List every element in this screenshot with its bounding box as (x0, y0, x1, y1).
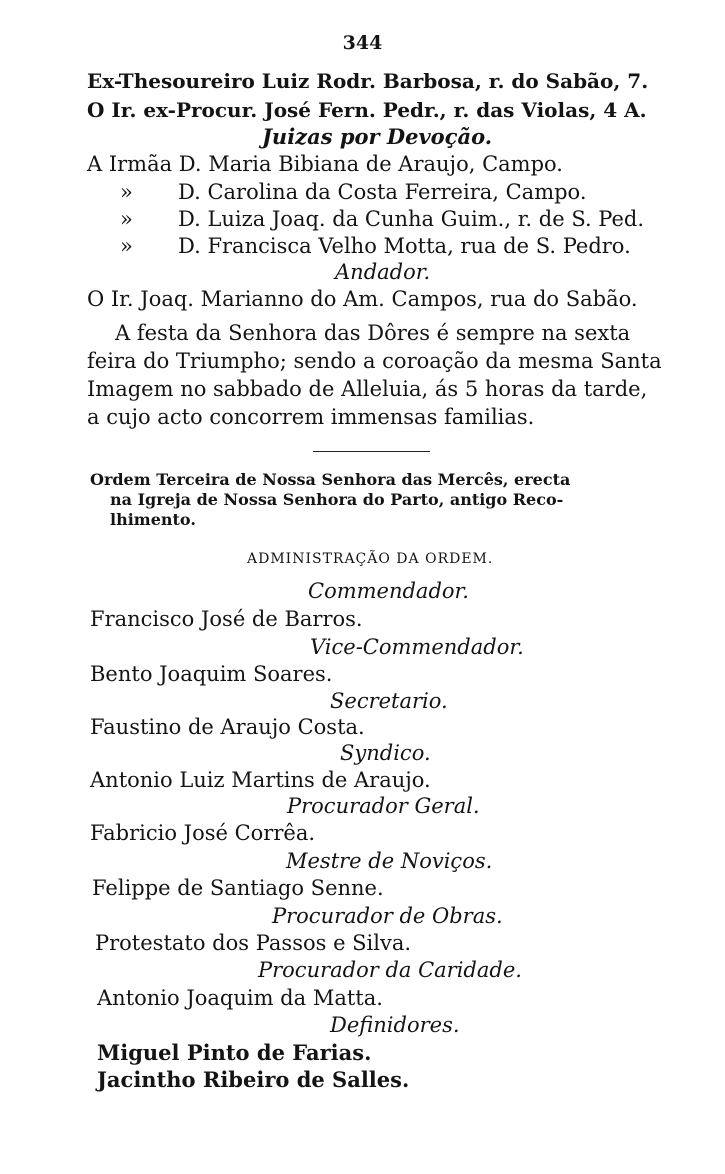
ordem-heading-line-2: na Igreja de Nossa Senhora do Parto, antigo Reco- (110, 490, 564, 509)
section-divider (313, 451, 430, 452)
ordem-heading-line-3: lhimento. (110, 510, 196, 529)
role-name-syndico: Antonio Luiz Martins de Araujo. (90, 768, 431, 792)
andador-line: O Ir. Joaq. Marianno do Am. Campos, rua do Sabão. (87, 287, 638, 311)
juiza-1-text: A Irmãa D. Maria Bibiana de Araujo, Campo. (87, 152, 563, 176)
juiza-3 (120, 206, 644, 232)
ex-thesoureiro-line: Ex-Thesoureiro Luiz Rodr. Barbosa, r. do Sabão, 7. (87, 69, 649, 93)
role-title-syndico: Syndico. (340, 741, 431, 765)
festa-line-3: Imagem no sabbado de Alleluia, ás 5 horas da tarde, (87, 377, 648, 401)
juiza-2 (120, 179, 587, 205)
juizas-heading: Juizas por Devoção. (262, 124, 493, 149)
role-title-mestre-de-novicos: Mestre de Noviços. (286, 849, 493, 873)
role-name-commendador: Francisco José de Barros. (90, 607, 363, 631)
role-title-procurador-geral: Procurador Geral. (287, 794, 480, 818)
role-name-procurador-da-caridade: Antonio Joaquim da Matta. (97, 986, 383, 1010)
festa-line-2: feira do Triumpho; sendo a coroação da mesma Santa (87, 349, 662, 373)
administracao-heading: ADMINISTRAÇÃO DA ORDEM. (247, 551, 494, 567)
role-title-procurador-de-obras: Procurador de Obras. (272, 904, 503, 928)
role-name-procurador-de-obras: Protestato dos Passos e Silva. (95, 931, 412, 955)
role-title-secretario: Secretario. (330, 689, 448, 713)
andador-heading: Andador. (335, 260, 431, 284)
ditto-mark: » (120, 234, 133, 258)
definidores-heading: Definidores. (330, 1013, 460, 1037)
role-name-secretario: Faustino de Araujo Costa. (90, 715, 365, 739)
role-title-vice-commendador: Vice-Commendador. (310, 635, 524, 659)
role-name-vice-commendador: Bento Joaquim Soares. (90, 662, 333, 686)
juiza-2-text: D. Carolina da Costa Ferreira, Campo. (178, 180, 587, 204)
ex-procurador-line: O Ir. ex-Procur. José Fern. Pedr., r. das Violas, 4 A. (87, 98, 647, 122)
ditto-mark: » (120, 180, 133, 204)
ordem-heading-line-1: Ordem Terceira de Nossa Senhora das Mercês, erecta (90, 470, 571, 489)
ditto-mark: » (120, 207, 133, 231)
juiza-4-text: D. Francisca Velho Motta, rua de S. Pedro. (178, 234, 631, 258)
juiza-1 (87, 151, 563, 177)
role-name-procurador-geral: Fabricio José Corrêa. (90, 821, 316, 845)
role-name-mestre-de-novicos: Felippe de Santiago Senne. (92, 876, 384, 900)
definidor-1: Miguel Pinto de Farias. (97, 1040, 372, 1065)
definidor-2: Jacintho Ribeiro de Salles. (97, 1067, 410, 1092)
festa-line-4: a cujo acto concorrem immensas familias. (87, 405, 535, 429)
juiza-4 (120, 233, 631, 259)
role-title-commendador: Commendador. (308, 579, 469, 603)
page-number: 344 (342, 32, 383, 54)
role-title-procurador-da-caridade: Procurador da Caridade. (258, 958, 522, 982)
juiza-3-text: D. Luiza Joaq. da Cunha Guim., r. de S. Ped. (178, 207, 645, 231)
festa-line-1: A festa da Senhora das Dôres é sempre na sexta (115, 321, 631, 345)
